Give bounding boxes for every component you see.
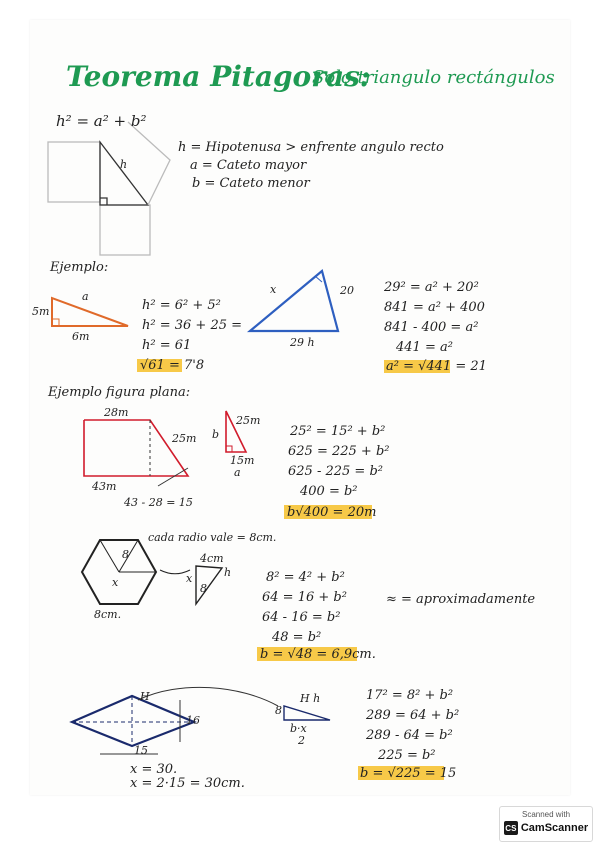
hex-mini-top: 4cm	[200, 552, 224, 565]
hex-calc-1: 8² = 4² + b²	[266, 570, 345, 585]
rh-calc-1: 17² = 8² + b²	[366, 688, 454, 703]
rh-result: b = √225 = 15	[360, 766, 457, 781]
definition-diagram	[48, 122, 170, 255]
plane-mini-a: 15m	[230, 454, 255, 467]
rh-calc-3: 289 - 64 = b²	[366, 728, 453, 743]
hex-note: cada radio vale = 8cm.	[148, 531, 277, 544]
rh-x2: x = 2·15 = 30cm.	[130, 776, 245, 791]
calc-a-1: h² = 6² + 5²	[142, 298, 221, 313]
hex-calc-4: 48 = b²	[272, 630, 322, 645]
square-b	[100, 205, 150, 255]
def-a: a = Cateto mayor	[190, 158, 307, 173]
rh-mini-h: H h	[300, 692, 321, 705]
page-subtitle: Solo triangulo rectángulos	[312, 67, 555, 88]
rhombus-arrow	[138, 687, 278, 706]
plane-calc-3: 625 - 225 = b²	[288, 464, 383, 479]
result-a: √61 = 7'8	[140, 358, 205, 373]
plane-slant: 25m	[172, 432, 197, 445]
badge-name: CamScanner	[520, 822, 589, 834]
rh-h: H	[140, 690, 150, 703]
tri-b-side: 20	[340, 284, 354, 297]
hex-approx: ≈ = aproximadamente	[386, 592, 536, 607]
plane-calc-1: 25² = 15² + b²	[290, 424, 386, 439]
plane-bottom: 43m	[92, 480, 117, 493]
orange-triangle	[52, 298, 128, 326]
rh-x1: x = 30.	[130, 762, 178, 777]
rh-16: 16	[186, 714, 200, 727]
calc-b-1: 29² = a² + 20²	[384, 280, 479, 295]
rh-mini-bx: b·x	[290, 722, 307, 735]
def-b: b = Cateto menor	[192, 176, 310, 191]
hex-calc-2: 64 = 16 + b²	[262, 590, 347, 605]
right-triangle	[100, 142, 148, 205]
rh-calc-2: 289 = 64 + b²	[366, 708, 460, 723]
plane-figure	[84, 411, 246, 476]
hex-calc-3: 64 - 16 = b²	[262, 610, 341, 625]
plane-result: b√400 = 20m	[287, 505, 377, 520]
plane-diff: 43 - 28 = 15	[124, 496, 193, 509]
hex-result: b = √48 = 6,9cm.	[260, 647, 376, 662]
hex-mini-eight: 8	[200, 582, 207, 595]
plane-arrow	[158, 468, 188, 486]
tri-label-h: h	[120, 158, 128, 171]
square-h	[128, 122, 170, 205]
tri-b-bottom: 29 h	[290, 336, 315, 349]
hex-mini-x: x	[186, 572, 193, 585]
rh-calc-4: 225 = b²	[378, 748, 436, 763]
plane-top: 28m	[104, 406, 129, 419]
example-heading: Ejemplo:	[50, 260, 109, 275]
plane-heading: Ejemplo figura plana:	[48, 385, 191, 400]
plane-mini-c: 25m	[236, 414, 261, 427]
rh-mini-2: 2	[298, 734, 305, 747]
tri-a-hyp: a	[82, 290, 89, 303]
rh-mini-8: 8	[275, 704, 282, 717]
calc-a-3: h² = 61	[142, 338, 192, 353]
result-b: a² = √441 = 21	[386, 359, 487, 374]
plane-mini-b: b	[212, 428, 220, 441]
plane-calc-2: 625 = 225 + b²	[288, 444, 390, 459]
tri-a-bottom: 6m	[72, 330, 90, 343]
def-h: h = Hipotenusa > enfrente angulo recto	[178, 140, 444, 155]
camscanner-badge	[499, 806, 593, 842]
square-a	[48, 142, 100, 202]
rh-15: 15	[134, 744, 148, 757]
hex-x: x	[112, 576, 119, 589]
tri-a-left: 5m	[32, 305, 50, 318]
page-title: Teorema Pitagoras:	[66, 60, 371, 93]
calc-b-2: 841 = a² + 400	[384, 300, 485, 315]
right-angle-mark	[100, 198, 107, 205]
hex-side: 8cm.	[94, 608, 122, 621]
plane-calc-4: 400 = b²	[300, 484, 358, 499]
camscanner-logo-icon: CS	[504, 821, 518, 835]
formula: h² = a² + b²	[56, 112, 147, 130]
calc-b-4: 441 = a²	[396, 340, 453, 355]
blue-triangle	[250, 271, 338, 331]
hex-r: 8	[122, 548, 129, 561]
tri-b-x: x	[270, 283, 277, 296]
calc-a-2: h² = 36 + 25 =	[142, 318, 243, 333]
plane-mini-a2: a	[234, 466, 241, 479]
calc-b-3: 841 - 400 = a²	[384, 320, 479, 335]
badge-line1: Scanned with	[521, 810, 571, 819]
hex-mini-h: h	[224, 566, 232, 579]
